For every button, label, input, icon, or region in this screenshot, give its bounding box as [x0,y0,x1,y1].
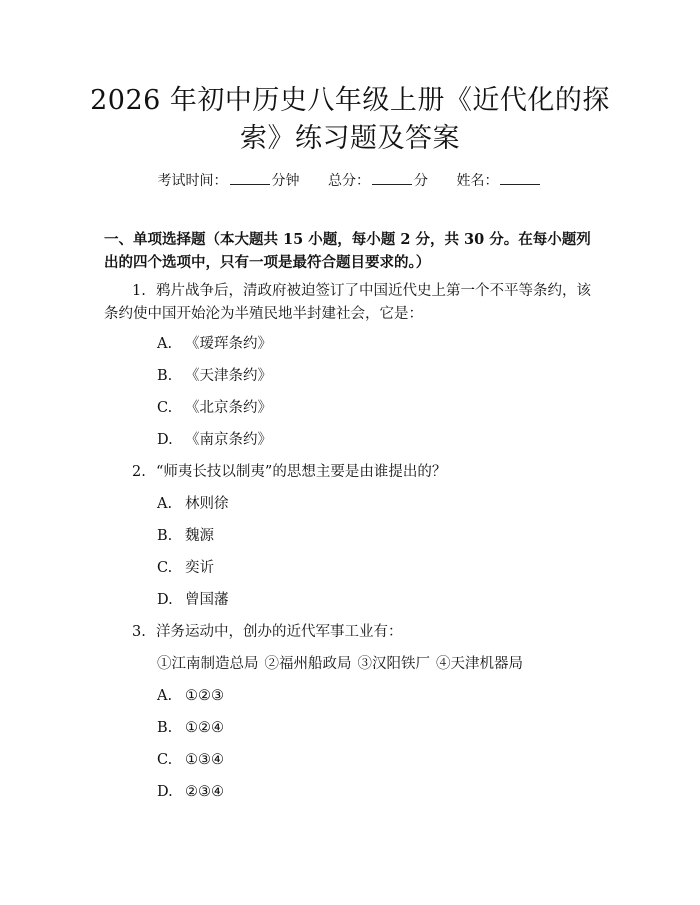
exam-time-label: 考试时间： [157,173,228,189]
name-label: 姓名： [456,173,499,189]
question-2-option-c: C. 奕䜣 [157,560,214,576]
document-title [80,82,620,158]
question-3-statements [157,654,523,674]
question-stem: 鸦片战争后，清政府被迫签订了中国近代史上第一个不平等条约，该条约使中国开始沦为半殖民地半封建社会，它是： [104,283,591,322]
statement-item: ④天津机器局 [436,656,523,672]
exam-time-blank [230,170,270,185]
question-1 [104,280,602,326]
question-number: 3. [132,624,146,640]
question-2-option-b: B. 魏源 [157,528,214,544]
statement-item: ②福州船政局 [264,656,352,672]
question-2-option-d: D. 曾国藩 [157,592,229,608]
question-stem: 洋务运动中，创办的近代军事工业有： [156,624,403,640]
name-field [456,170,542,191]
question-3-option-b: B. ①②④ [157,720,224,736]
total-score-blank [372,170,412,185]
question-3-option-d: D. ②③④ [157,784,224,800]
title-line-2: 索》练习题及答案 [240,123,460,154]
section-heading: 一、单项选择题（本大题共 15 小题，每小题 2 分，共 30 分。在每小题列出的四个选项中，只有一项是最符合题目要求的。） [104,231,591,271]
statement-item: ①江南制造总局 [157,656,259,672]
exam-meta [0,170,700,191]
question-3 [104,621,602,644]
total-score-label: 总分： [328,173,370,189]
exam-time-unit: 分钟 [271,173,300,189]
total-score-unit: 分 [414,173,428,189]
question-stem: “师夷长技以制夷”的思想主要是由谁提出的？ [156,464,447,480]
question-2-option-a: A. 林则徐 [157,496,229,512]
title-line-1: 2026 年初中历史八年级上册《近代化的探 [90,85,610,116]
question-3-option-a: A. ①②③ [157,688,224,704]
total-score-field [328,170,428,191]
exam-time-field [158,170,300,191]
question-1-option-a: A. 《瑷珲条约》 [157,336,272,352]
question-number: 2. [132,464,146,480]
question-1-option-d: D. 《南京条约》 [157,432,272,448]
question-3-option-c: C. ①③④ [157,752,224,768]
statement-item: ③汉阳铁厂 [357,656,430,672]
question-number: 1. [132,283,146,299]
question-1-option-c: C. 《北京条约》 [157,400,272,416]
question-2 [104,461,602,484]
name-blank [500,170,540,185]
question-1-option-b: B. 《天津条约》 [157,368,272,384]
